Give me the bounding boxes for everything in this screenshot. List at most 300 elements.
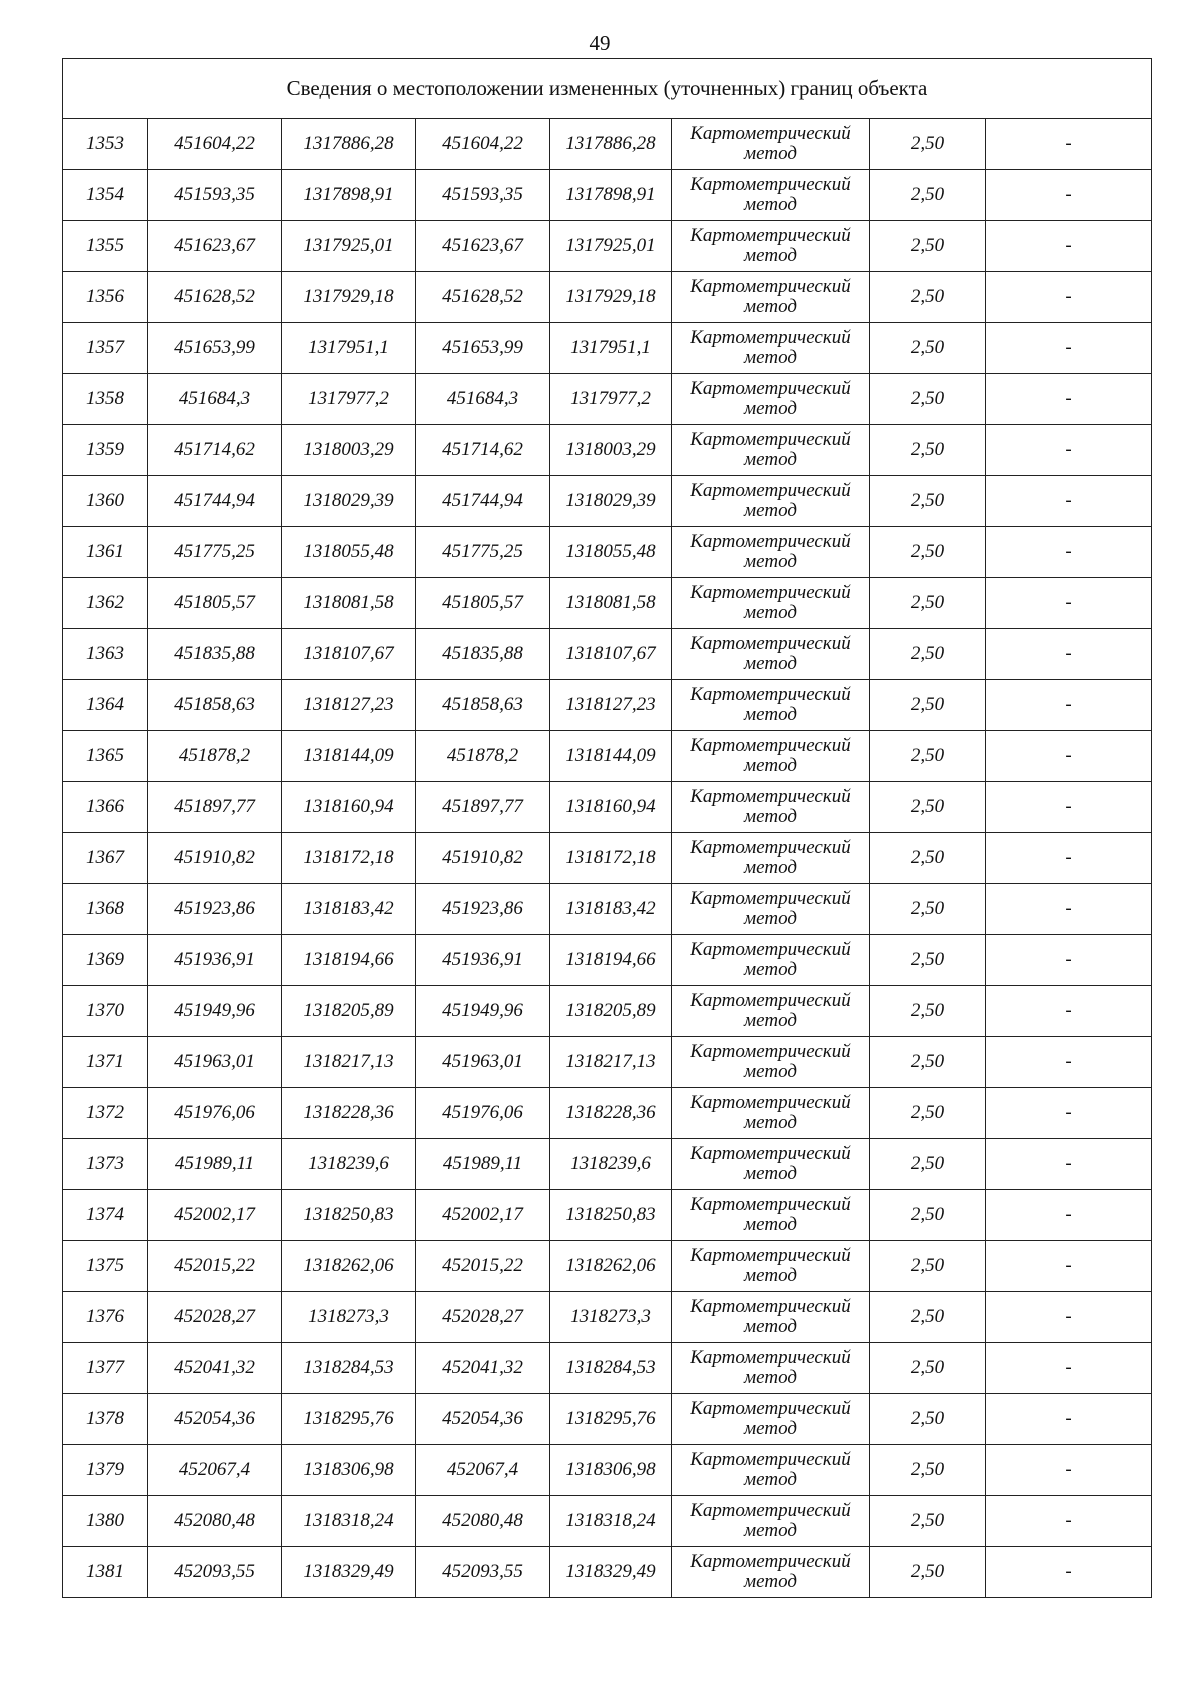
refined-y-cell: 1318228,36 <box>550 1088 672 1139</box>
accuracy-cell: 2,50 <box>870 731 986 782</box>
note-cell: - <box>986 1394 1152 1445</box>
note-cell: - <box>986 119 1152 170</box>
accuracy-cell: 2,50 <box>870 1292 986 1343</box>
point-number-cell: 1365 <box>63 731 148 782</box>
method-label-line1: Картометрический <box>690 225 851 246</box>
method-label-line1: Картометрический <box>690 531 851 552</box>
existing-x-cell: 452067,4 <box>148 1445 282 1496</box>
method-label-line1: Картометрический <box>690 837 851 858</box>
method-cell <box>672 221 870 272</box>
method-cell <box>672 425 870 476</box>
refined-y-cell: 1318273,3 <box>550 1292 672 1343</box>
point-number-cell: 1371 <box>63 1037 148 1088</box>
accuracy-cell: 2,50 <box>870 425 986 476</box>
refined-x-cell: 451684,3 <box>416 374 550 425</box>
point-number-cell: 1356 <box>63 272 148 323</box>
method-label-line1: Картометрический <box>690 1143 851 1164</box>
method-cell <box>672 629 870 680</box>
method-label-line1: Картометрический <box>690 1194 851 1215</box>
table-row <box>63 578 1152 629</box>
existing-x-cell: 451775,25 <box>148 527 282 578</box>
accuracy-cell: 2,50 <box>870 680 986 731</box>
note-cell: - <box>986 731 1152 782</box>
table-row <box>63 323 1152 374</box>
existing-y-cell: 1318205,89 <box>282 986 416 1037</box>
refined-x-cell: 452080,48 <box>416 1496 550 1547</box>
method-label-line2: метод <box>744 704 797 725</box>
refined-y-cell: 1317886,28 <box>550 119 672 170</box>
existing-y-cell: 1318284,53 <box>282 1343 416 1394</box>
method-label-line2: метод <box>744 1469 797 1490</box>
note-cell: - <box>986 935 1152 986</box>
existing-y-cell: 1317886,28 <box>282 119 416 170</box>
accuracy-cell: 2,50 <box>870 1088 986 1139</box>
accuracy-cell: 2,50 <box>870 476 986 527</box>
refined-y-cell: 1318295,76 <box>550 1394 672 1445</box>
method-cell <box>672 1496 870 1547</box>
table-row <box>63 1139 1152 1190</box>
refined-y-cell: 1318127,23 <box>550 680 672 731</box>
point-number-cell: 1377 <box>63 1343 148 1394</box>
method-label-line2: метод <box>744 755 797 776</box>
table-title: Сведения о местоположении измененных (уточненных) границ объекта <box>63 59 1152 119</box>
method-cell <box>672 1547 870 1598</box>
table-row <box>63 629 1152 680</box>
method-label-line1: Картометрический <box>690 123 851 144</box>
note-cell: - <box>986 170 1152 221</box>
table-row <box>63 1547 1152 1598</box>
method-label-line2: метод <box>744 347 797 368</box>
table-row <box>63 782 1152 833</box>
existing-x-cell: 451835,88 <box>148 629 282 680</box>
existing-y-cell: 1318107,67 <box>282 629 416 680</box>
existing-y-cell: 1318250,83 <box>282 1190 416 1241</box>
method-label-line1: Картометрический <box>690 327 851 348</box>
point-number-cell: 1370 <box>63 986 148 1037</box>
accuracy-cell: 2,50 <box>870 323 986 374</box>
method-cell <box>672 935 870 986</box>
point-number-cell: 1355 <box>63 221 148 272</box>
note-cell: - <box>986 1547 1152 1598</box>
refined-y-cell: 1318262,06 <box>550 1241 672 1292</box>
accuracy-cell: 2,50 <box>870 884 986 935</box>
existing-x-cell: 451976,06 <box>148 1088 282 1139</box>
method-label-line1: Картометрический <box>690 429 851 450</box>
refined-x-cell: 452028,27 <box>416 1292 550 1343</box>
table-row <box>63 170 1152 221</box>
existing-y-cell: 1318295,76 <box>282 1394 416 1445</box>
note-cell: - <box>986 680 1152 731</box>
existing-y-cell: 1318273,3 <box>282 1292 416 1343</box>
note-cell: - <box>986 425 1152 476</box>
existing-y-cell: 1318262,06 <box>282 1241 416 1292</box>
existing-y-cell: 1318217,13 <box>282 1037 416 1088</box>
refined-x-cell: 451897,77 <box>416 782 550 833</box>
refined-x-cell: 451989,11 <box>416 1139 550 1190</box>
boundary-coordinates-table <box>62 58 1152 1598</box>
note-cell: - <box>986 884 1152 935</box>
refined-x-cell: 452002,17 <box>416 1190 550 1241</box>
method-label-line1: Картометрический <box>690 1551 851 1572</box>
note-cell: - <box>986 272 1152 323</box>
method-label-line2: метод <box>744 806 797 827</box>
point-number-cell: 1375 <box>63 1241 148 1292</box>
point-number-cell: 1381 <box>63 1547 148 1598</box>
method-label-line2: метод <box>744 1316 797 1337</box>
method-label-line2: метод <box>744 1418 797 1439</box>
existing-y-cell: 1318318,24 <box>282 1496 416 1547</box>
refined-y-cell: 1318172,18 <box>550 833 672 884</box>
table-row <box>63 272 1152 323</box>
method-label-line1: Картометрический <box>690 1041 851 1062</box>
existing-y-cell: 1317951,1 <box>282 323 416 374</box>
existing-x-cell: 451936,91 <box>148 935 282 986</box>
refined-y-cell: 1318144,09 <box>550 731 672 782</box>
method-label-line2: метод <box>744 551 797 572</box>
point-number-cell: 1353 <box>63 119 148 170</box>
point-number-cell: 1358 <box>63 374 148 425</box>
refined-y-cell: 1317898,91 <box>550 170 672 221</box>
point-number-cell: 1374 <box>63 1190 148 1241</box>
method-cell <box>672 680 870 731</box>
point-number-cell: 1380 <box>63 1496 148 1547</box>
method-cell <box>672 833 870 884</box>
refined-x-cell: 451604,22 <box>416 119 550 170</box>
existing-y-cell: 1318003,29 <box>282 425 416 476</box>
existing-x-cell: 452015,22 <box>148 1241 282 1292</box>
method-label-line2: метод <box>744 449 797 470</box>
table-row <box>63 1241 1152 1292</box>
refined-x-cell: 452054,36 <box>416 1394 550 1445</box>
point-number-cell: 1366 <box>63 782 148 833</box>
table-row <box>63 476 1152 527</box>
method-label-line2: метод <box>744 653 797 674</box>
point-number-cell: 1354 <box>63 170 148 221</box>
refined-x-cell: 451628,52 <box>416 272 550 323</box>
point-number-cell: 1372 <box>63 1088 148 1139</box>
method-label-line2: метод <box>744 1265 797 1286</box>
method-cell <box>672 374 870 425</box>
refined-y-cell: 1317977,2 <box>550 374 672 425</box>
existing-y-cell: 1318144,09 <box>282 731 416 782</box>
point-number-cell: 1369 <box>63 935 148 986</box>
point-number-cell: 1359 <box>63 425 148 476</box>
refined-x-cell: 451714,62 <box>416 425 550 476</box>
method-label-line2: метод <box>744 500 797 521</box>
note-cell: - <box>986 221 1152 272</box>
table-row <box>63 884 1152 935</box>
note-cell: - <box>986 629 1152 680</box>
existing-x-cell: 451714,62 <box>148 425 282 476</box>
existing-y-cell: 1318081,58 <box>282 578 416 629</box>
accuracy-cell: 2,50 <box>870 1241 986 1292</box>
table-row <box>63 680 1152 731</box>
method-label-line1: Картометрический <box>690 1500 851 1521</box>
refined-y-cell: 1318205,89 <box>550 986 672 1037</box>
method-label-line2: метод <box>744 1520 797 1541</box>
method-label-line2: метод <box>744 1010 797 1031</box>
method-cell <box>672 1139 870 1190</box>
table-row <box>63 119 1152 170</box>
accuracy-cell: 2,50 <box>870 221 986 272</box>
method-label-line1: Картометрический <box>690 939 851 960</box>
existing-x-cell: 452028,27 <box>148 1292 282 1343</box>
table-row <box>63 1088 1152 1139</box>
refined-y-cell: 1317925,01 <box>550 221 672 272</box>
refined-x-cell: 451744,94 <box>416 476 550 527</box>
table-row <box>63 374 1152 425</box>
method-label-line1: Картометрический <box>690 276 851 297</box>
existing-y-cell: 1318055,48 <box>282 527 416 578</box>
existing-y-cell: 1318228,36 <box>282 1088 416 1139</box>
accuracy-cell: 2,50 <box>870 1445 986 1496</box>
existing-x-cell: 451923,86 <box>148 884 282 935</box>
refined-y-cell: 1318055,48 <box>550 527 672 578</box>
note-cell: - <box>986 1190 1152 1241</box>
accuracy-cell: 2,50 <box>870 986 986 1037</box>
existing-y-cell: 1318183,42 <box>282 884 416 935</box>
refined-x-cell: 451858,63 <box>416 680 550 731</box>
existing-x-cell: 452054,36 <box>148 1394 282 1445</box>
table-row <box>63 935 1152 986</box>
accuracy-cell: 2,50 <box>870 629 986 680</box>
note-cell: - <box>986 1088 1152 1139</box>
method-cell <box>672 1088 870 1139</box>
refined-x-cell: 452015,22 <box>416 1241 550 1292</box>
existing-y-cell: 1318306,98 <box>282 1445 416 1496</box>
refined-x-cell: 451949,96 <box>416 986 550 1037</box>
refined-y-cell: 1318284,53 <box>550 1343 672 1394</box>
point-number-cell: 1379 <box>63 1445 148 1496</box>
existing-x-cell: 452080,48 <box>148 1496 282 1547</box>
refined-y-cell: 1318329,49 <box>550 1547 672 1598</box>
refined-x-cell: 451653,99 <box>416 323 550 374</box>
method-cell <box>672 1394 870 1445</box>
existing-x-cell: 451805,57 <box>148 578 282 629</box>
method-cell <box>672 272 870 323</box>
method-cell <box>672 1292 870 1343</box>
method-cell <box>672 476 870 527</box>
refined-x-cell: 452041,32 <box>416 1343 550 1394</box>
point-number-cell: 1367 <box>63 833 148 884</box>
refined-x-cell: 451910,82 <box>416 833 550 884</box>
note-cell: - <box>986 1037 1152 1088</box>
accuracy-cell: 2,50 <box>870 1496 986 1547</box>
method-label-line2: метод <box>744 857 797 878</box>
method-label-line2: метод <box>744 296 797 317</box>
method-label-line1: Картометрический <box>690 378 851 399</box>
refined-x-cell: 451835,88 <box>416 629 550 680</box>
existing-y-cell: 1318194,66 <box>282 935 416 986</box>
accuracy-cell: 2,50 <box>870 374 986 425</box>
refined-y-cell: 1318306,98 <box>550 1445 672 1496</box>
method-label-line2: метод <box>744 194 797 215</box>
refined-x-cell: 452093,55 <box>416 1547 550 1598</box>
point-number-cell: 1361 <box>63 527 148 578</box>
method-label-line1: Картометрический <box>690 990 851 1011</box>
method-cell <box>672 578 870 629</box>
method-label-line1: Картометрический <box>690 1449 851 1470</box>
refined-y-cell: 1318003,29 <box>550 425 672 476</box>
refined-x-cell: 451623,67 <box>416 221 550 272</box>
method-cell <box>672 782 870 833</box>
point-number-cell: 1363 <box>63 629 148 680</box>
table-row <box>63 1445 1152 1496</box>
refined-y-cell: 1318029,39 <box>550 476 672 527</box>
existing-x-cell: 451684,3 <box>148 374 282 425</box>
refined-y-cell: 1318250,83 <box>550 1190 672 1241</box>
existing-y-cell: 1318029,39 <box>282 476 416 527</box>
table-row <box>63 425 1152 476</box>
existing-x-cell: 451963,01 <box>148 1037 282 1088</box>
point-number-cell: 1357 <box>63 323 148 374</box>
refined-x-cell: 451923,86 <box>416 884 550 935</box>
method-cell <box>672 527 870 578</box>
method-cell <box>672 731 870 782</box>
existing-x-cell: 451604,22 <box>148 119 282 170</box>
method-label-line2: метод <box>744 908 797 929</box>
existing-x-cell: 451623,67 <box>148 221 282 272</box>
accuracy-cell: 2,50 <box>870 578 986 629</box>
existing-y-cell: 1318160,94 <box>282 782 416 833</box>
table-row <box>63 731 1152 782</box>
refined-y-cell: 1318239,6 <box>550 1139 672 1190</box>
existing-x-cell: 452041,32 <box>148 1343 282 1394</box>
existing-y-cell: 1318172,18 <box>282 833 416 884</box>
existing-x-cell: 451653,99 <box>148 323 282 374</box>
accuracy-cell: 2,50 <box>870 527 986 578</box>
refined-x-cell: 451775,25 <box>416 527 550 578</box>
refined-y-cell: 1318194,66 <box>550 935 672 986</box>
existing-y-cell: 1318329,49 <box>282 1547 416 1598</box>
refined-x-cell: 451963,01 <box>416 1037 550 1088</box>
method-label-line1: Картометрический <box>690 633 851 654</box>
method-label-line2: метод <box>744 1112 797 1133</box>
method-label-line1: Картометрический <box>690 1296 851 1317</box>
table-row <box>63 986 1152 1037</box>
method-cell <box>672 323 870 374</box>
note-cell: - <box>986 323 1152 374</box>
existing-x-cell: 451744,94 <box>148 476 282 527</box>
method-cell <box>672 1190 870 1241</box>
method-label-line2: метод <box>744 1214 797 1235</box>
refined-y-cell: 1318081,58 <box>550 578 672 629</box>
point-number-cell: 1364 <box>63 680 148 731</box>
note-cell: - <box>986 986 1152 1037</box>
existing-x-cell: 451628,52 <box>148 272 282 323</box>
refined-y-cell: 1317929,18 <box>550 272 672 323</box>
point-number-cell: 1368 <box>63 884 148 935</box>
note-cell: - <box>986 578 1152 629</box>
existing-y-cell: 1318239,6 <box>282 1139 416 1190</box>
table-row <box>63 1037 1152 1088</box>
method-cell <box>672 170 870 221</box>
accuracy-cell: 2,50 <box>870 833 986 884</box>
method-label-line1: Картометрический <box>690 684 851 705</box>
method-cell <box>672 1343 870 1394</box>
method-label-line2: метод <box>744 398 797 419</box>
refined-y-cell: 1318217,13 <box>550 1037 672 1088</box>
method-label-line2: метод <box>744 143 797 164</box>
refined-x-cell: 451976,06 <box>416 1088 550 1139</box>
method-label-line1: Картометрический <box>690 1347 851 1368</box>
method-label-line2: метод <box>744 959 797 980</box>
note-cell: - <box>986 527 1152 578</box>
table-row <box>63 1190 1152 1241</box>
note-cell: - <box>986 1343 1152 1394</box>
note-cell: - <box>986 782 1152 833</box>
method-label-line1: Картометрический <box>690 1092 851 1113</box>
method-label-line2: метод <box>744 245 797 266</box>
refined-y-cell: 1318318,24 <box>550 1496 672 1547</box>
note-cell: - <box>986 374 1152 425</box>
refined-y-cell: 1317951,1 <box>550 323 672 374</box>
note-cell: - <box>986 1496 1152 1547</box>
method-label-line2: метод <box>744 1061 797 1082</box>
method-label-line1: Картометрический <box>690 582 851 603</box>
method-label-line1: Картометрический <box>690 480 851 501</box>
existing-x-cell: 451910,82 <box>148 833 282 884</box>
existing-y-cell: 1317977,2 <box>282 374 416 425</box>
accuracy-cell: 2,50 <box>870 1139 986 1190</box>
method-label-line1: Картометрический <box>690 888 851 909</box>
accuracy-cell: 2,50 <box>870 1037 986 1088</box>
table-row <box>63 1394 1152 1445</box>
existing-y-cell: 1318127,23 <box>282 680 416 731</box>
method-label-line2: метод <box>744 1163 797 1184</box>
method-label-line2: метод <box>744 602 797 623</box>
point-number-cell: 1378 <box>63 1394 148 1445</box>
refined-y-cell: 1318160,94 <box>550 782 672 833</box>
refined-y-cell: 1318107,67 <box>550 629 672 680</box>
point-number-cell: 1360 <box>63 476 148 527</box>
method-cell <box>672 986 870 1037</box>
note-cell: - <box>986 1292 1152 1343</box>
existing-x-cell: 451878,2 <box>148 731 282 782</box>
note-cell: - <box>986 1139 1152 1190</box>
existing-y-cell: 1317929,18 <box>282 272 416 323</box>
point-number-cell: 1362 <box>63 578 148 629</box>
point-number-cell: 1373 <box>63 1139 148 1190</box>
accuracy-cell: 2,50 <box>870 1190 986 1241</box>
method-label-line1: Картометрический <box>690 1245 851 1266</box>
existing-x-cell: 451949,96 <box>148 986 282 1037</box>
method-label-line1: Картометрический <box>690 174 851 195</box>
method-cell <box>672 1445 870 1496</box>
accuracy-cell: 2,50 <box>870 272 986 323</box>
existing-y-cell: 1317925,01 <box>282 221 416 272</box>
note-cell: - <box>986 833 1152 884</box>
method-label-line1: Картометрический <box>690 1398 851 1419</box>
refined-x-cell: 451593,35 <box>416 170 550 221</box>
refined-x-cell: 451805,57 <box>416 578 550 629</box>
table-row <box>63 221 1152 272</box>
refined-x-cell: 452067,4 <box>416 1445 550 1496</box>
existing-x-cell: 451858,63 <box>148 680 282 731</box>
note-cell: - <box>986 476 1152 527</box>
method-cell <box>672 1241 870 1292</box>
method-cell <box>672 1037 870 1088</box>
note-cell: - <box>986 1241 1152 1292</box>
accuracy-cell: 2,50 <box>870 119 986 170</box>
refined-x-cell: 451878,2 <box>416 731 550 782</box>
accuracy-cell: 2,50 <box>870 1394 986 1445</box>
table-row <box>63 1343 1152 1394</box>
refined-y-cell: 1318183,42 <box>550 884 672 935</box>
existing-x-cell: 452093,55 <box>148 1547 282 1598</box>
accuracy-cell: 2,50 <box>870 935 986 986</box>
method-cell <box>672 119 870 170</box>
